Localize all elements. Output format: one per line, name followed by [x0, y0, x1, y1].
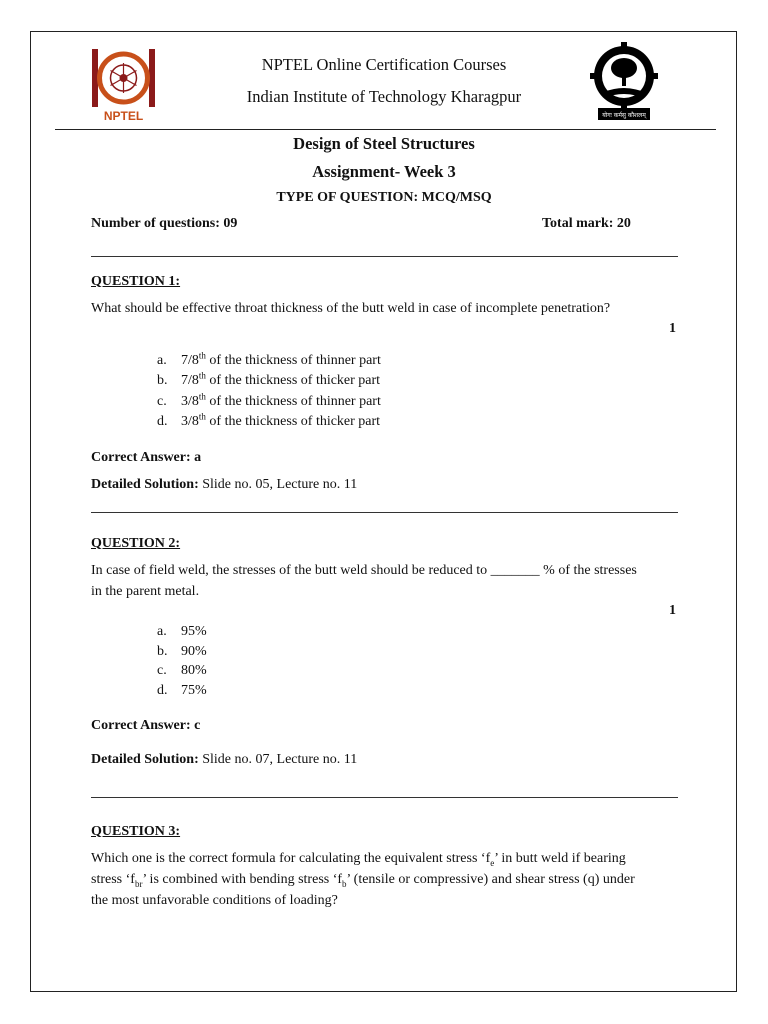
iit-logo-motto: योगः कर्मसु कौशलम् — [602, 112, 646, 119]
q3-text-part: Which one is the correct formula for calculating the equivalent stress ‘f — [91, 851, 491, 866]
question-2-text-line-1: In case of field weld, the stresses of the butt weld should be reduced to _______ % of the stresses — [91, 563, 637, 578]
option-text: of the thickness of thinner part — [205, 394, 381, 409]
total-mark: Total mark: 20 — [542, 216, 631, 231]
q3-subscript: e — [490, 857, 495, 868]
solution-text: Slide no. 05, Lecture no. 11 — [198, 477, 358, 492]
q3-text-part: ’ (tensile or compressive) and shear stress (q) under — [346, 872, 635, 887]
question-2-option-d — [157, 683, 207, 699]
question-3-text — [91, 848, 681, 911]
question-2-option-a — [157, 624, 207, 640]
number-of-questions: Number of questions: 09 — [91, 216, 238, 231]
option-label: c. — [157, 663, 167, 678]
option-text: 80% — [181, 663, 207, 678]
option-fraction: 7/8 — [181, 373, 199, 388]
option-label: a. — [157, 624, 167, 639]
question-1-option-b — [157, 370, 381, 389]
separator-line — [91, 512, 678, 513]
option-label: a. — [157, 353, 167, 368]
option-text: 95% — [181, 624, 207, 639]
course-title: Design of Steel Structures — [293, 134, 475, 153]
option-superscript: th — [198, 350, 206, 361]
option-fraction: 7/8 — [181, 353, 199, 368]
separator-line — [91, 256, 678, 257]
option-text: of the thickness of thicker part — [205, 414, 381, 429]
solution-label: Detailed Solution: — [91, 752, 199, 767]
option-label: c. — [157, 394, 167, 409]
header-line-1: NPTEL Online Certification Courses — [261, 55, 507, 74]
option-text: of the thickness of thinner part — [205, 353, 381, 368]
option-label: d. — [157, 683, 168, 698]
option-text: 75% — [181, 683, 207, 698]
option-text: of the thickness of thicker part — [205, 373, 381, 388]
question-3-heading: QUESTION 3: — [91, 824, 181, 839]
question-1-mark: 1 — [669, 321, 676, 336]
solution-label: Detailed Solution: — [91, 477, 199, 492]
question-1-option-a — [157, 350, 381, 369]
option-label: b. — [157, 373, 168, 388]
question-2-option-b — [157, 644, 207, 660]
option-label: d. — [157, 414, 168, 429]
separator-line — [91, 797, 678, 798]
option-superscript: th — [198, 370, 206, 381]
solution-text: Slide no. 07, Lecture no. 11 — [198, 752, 358, 767]
assignment-subtitle: Assignment- Week 3 — [312, 162, 456, 181]
question-1-solution — [91, 477, 357, 493]
option-label: b. — [157, 644, 168, 659]
question-1-option-d — [157, 411, 381, 430]
question-2-correct-answer: Correct Answer: c — [91, 718, 201, 733]
option-superscript: th — [198, 391, 206, 402]
header-divider — [55, 129, 716, 130]
option-text: 90% — [181, 644, 207, 659]
question-1-option-c — [157, 391, 381, 410]
question-2-mark: 1 — [669, 603, 676, 618]
q3-text-part: the most unfavorable conditions of loading? — [91, 893, 338, 908]
iit-kharagpur-logo — [590, 42, 658, 122]
option-fraction: 3/8 — [181, 414, 199, 429]
header-line-2: Indian Institute of Technology Kharagpur — [246, 87, 522, 106]
question-2-option-c — [157, 663, 207, 679]
question-2-solution — [91, 752, 357, 768]
option-superscript: th — [198, 411, 206, 422]
q3-text-part: ’ in butt weld if bearing — [494, 851, 626, 866]
question-1-correct-answer: Correct Answer: a — [91, 450, 202, 465]
q3-subscript: b — [342, 878, 347, 889]
nptel-logo-text: NPTEL — [103, 109, 144, 123]
question-2-text-line-2: in the parent metal. — [91, 584, 200, 599]
q3-text-part: stress ‘f — [91, 872, 135, 887]
question-1-text: What should be effective throat thickness of the butt weld in case of incomplete penetration? — [91, 301, 611, 316]
question-2-heading: QUESTION 2: — [91, 536, 181, 551]
q3-text-part: ’ is combined with bending stress ‘f — [142, 872, 343, 887]
q3-subscript: br — [134, 878, 143, 889]
question-type: TYPE OF QUESTION: MCQ/MSQ — [276, 190, 492, 205]
question-1-heading: QUESTION 1: — [91, 274, 181, 289]
option-fraction: 3/8 — [181, 394, 199, 409]
